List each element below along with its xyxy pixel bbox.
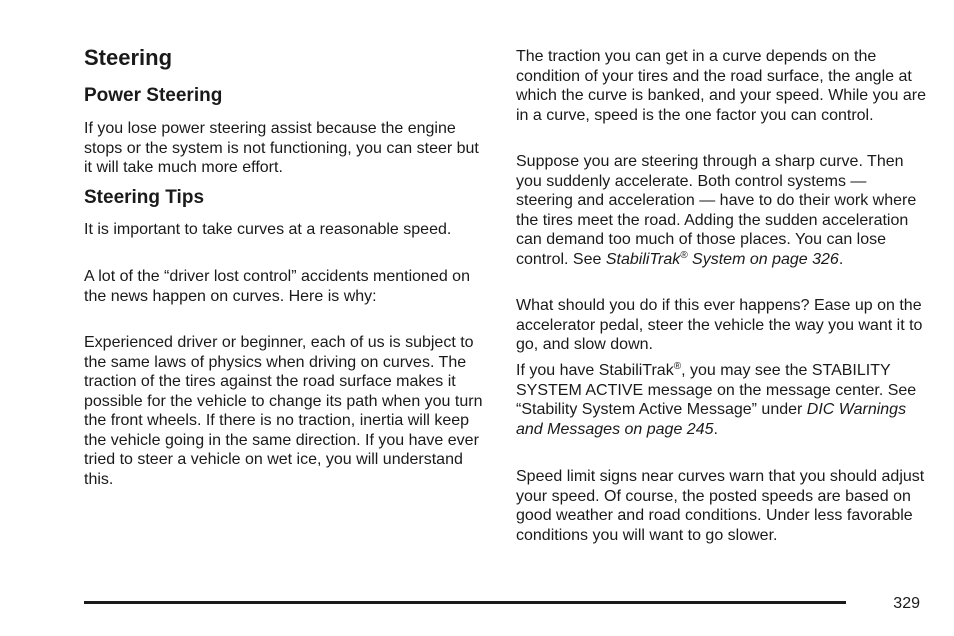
steering-tips-paragraph-2: A lot of the “driver lost control” accidents mentioned on the news happen on curves. Here is why: — [84, 268, 470, 305]
page-number: 329 — [893, 595, 920, 612]
traction-paragraph: The traction you can get in a curve depends on the condition of your tires and the road surface, the angle at which the curve is banked, and your speed. While you are in a curve, speed is the one factor you can control. — [516, 48, 927, 124]
sharp-curve-text: Suppose you are steering through a sharp curve. Then you suddenly accelerate. Both control systems — steering and acceleration — have to do their work where the tires meet the road. Adding the sudden acceleration can demand too much of those places. You can lose control. — [516, 153, 917, 268]
speed-limit-paragraph: Speed limit signs near curves warn that you should adjust your speed. Of course, the posted speeds are based on good weather and road conditions. Under less favorable conditions you will want to go slower. — [516, 468, 925, 544]
steering-tips-heading: Steering Tips — [84, 187, 205, 208]
registered-mark: ® — [673, 361, 682, 372]
stabilitrak-ref-link[interactable]: StabiliTrak® System on page 326 — [605, 249, 839, 268]
stabilitrak-paragraph: If you have StabiliTrak®, you may see the STABILITY SYSTEM ACTIVE message on the message center. See “Stability System Active Message” under DIC Warnings and Messages on page 245. — [516, 361, 917, 438]
steering-tips-paragraph-3: Experienced driver or beginner, each of us is subject to the same laws of physics when driving on curves. The traction of the tires against the road surface makes it possible for the vehicle to change its path when you turn the front wheels. If there is no traction, inertia will keep the vehicle going in the same direction. If you have ever tried to steer a vehicle on wet ice, you will understand this. — [84, 334, 483, 488]
what-to-do-paragraph: What should you do if this ever happens? Ease up on the accelerator pedal, steer the vehicle the way you want it to go, and slow down. — [516, 297, 923, 353]
footer-rule — [84, 601, 846, 604]
power-steering-paragraph: If you lose power steering assist because the engine stops or the system is not functioning, you can steer but it will take much more effort. — [84, 120, 479, 176]
registered-mark: ® — [680, 249, 688, 261]
steering-tips-paragraph-1: It is important to take curves at a reasonable speed. — [84, 221, 452, 238]
power-steering-heading: Power Steering — [84, 85, 223, 106]
sharp-curve-paragraph: Suppose you are steering through a sharp curve. Then you suddenly accelerate. Both control systems — steering and acceleration — have to do their work where the tires meet the road. Adding the sudden acceleration can demand too much of those places. You can lose control. See StabiliTrak® System on page 326. — [516, 153, 917, 268]
dic-warnings-ref-link[interactable]: DIC Warnings and Messages on page 245 — [516, 401, 907, 438]
see-label: See — [572, 250, 606, 268]
page-title: Steering — [84, 45, 173, 70]
